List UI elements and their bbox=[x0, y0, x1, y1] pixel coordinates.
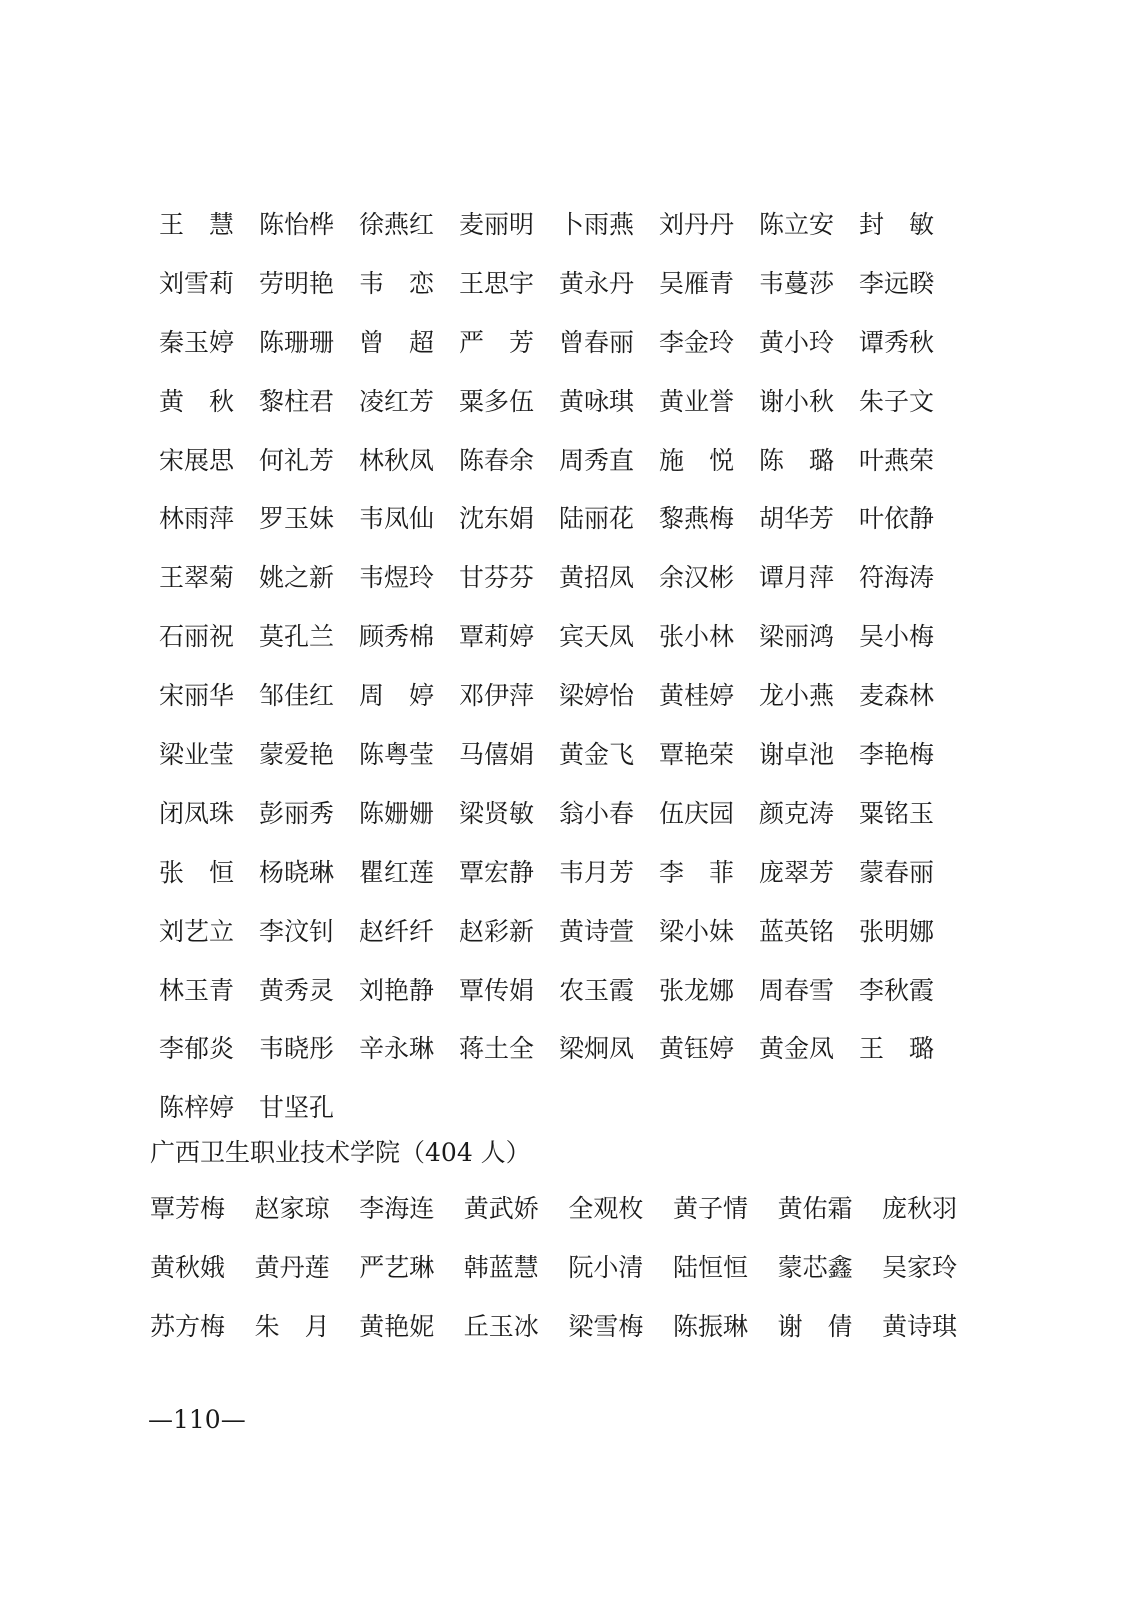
name-row bbox=[159, 317, 959, 376]
person-name: 梁婷怡 bbox=[559, 681, 635, 711]
person-name: 周秀直 bbox=[559, 445, 635, 475]
person-name: 徐燕红 bbox=[359, 210, 435, 239]
person-name: 黄桂婷 bbox=[659, 681, 735, 711]
person-name: 黄金凤 bbox=[759, 1034, 835, 1064]
person-name: 黄丹莲 bbox=[254, 1252, 330, 1282]
person-name: 韦蔓莎 bbox=[759, 268, 835, 298]
person-name: 闭凤珠 bbox=[159, 798, 235, 828]
person-name: 黄小玲 bbox=[759, 327, 835, 357]
person-name: 黄子情 bbox=[672, 1194, 748, 1223]
person-name: 谢卓池 bbox=[759, 740, 835, 770]
person-name: 蒋土全 bbox=[459, 1034, 535, 1064]
person-name: 吴小梅 bbox=[859, 622, 935, 652]
person-name: 符海涛 bbox=[859, 563, 935, 593]
person-name: 梁贤敏 bbox=[459, 798, 535, 828]
person-name: 覃传娟 bbox=[459, 975, 535, 1005]
person-name: 吴家玲 bbox=[882, 1252, 958, 1282]
person-name: 辛永琳 bbox=[359, 1034, 435, 1064]
person-name: 邹佳红 bbox=[259, 681, 335, 711]
person-name: 谢小秋 bbox=[759, 386, 835, 416]
person-name: 李郁炎 bbox=[159, 1034, 235, 1064]
name-row bbox=[159, 435, 959, 494]
person-name: 陈 璐 bbox=[759, 445, 835, 475]
person-name: 麦丽明 bbox=[459, 210, 535, 239]
person-name: 黄艳妮 bbox=[359, 1311, 435, 1341]
person-name: 黄秋娥 bbox=[150, 1252, 226, 1282]
person-name: 全观枚 bbox=[568, 1194, 644, 1223]
person-name: 瞿红莲 bbox=[359, 857, 435, 887]
name-row bbox=[159, 376, 959, 435]
person-name: 伍庆园 bbox=[659, 798, 735, 828]
person-name: 赵家琼 bbox=[254, 1194, 330, 1223]
person-name: 朱子文 bbox=[859, 386, 935, 416]
person-name: 蒙春丽 bbox=[859, 857, 935, 887]
person-name: 蒙芯鑫 bbox=[777, 1252, 853, 1282]
person-name: 谭月萍 bbox=[759, 563, 835, 593]
person-name: 沈东娟 bbox=[459, 504, 535, 534]
person-name: 黄钰婷 bbox=[659, 1034, 735, 1064]
name-row bbox=[159, 729, 959, 788]
person-name: 刘艺立 bbox=[159, 916, 235, 946]
name-row bbox=[150, 1242, 970, 1301]
person-name: 谭秀秋 bbox=[859, 327, 935, 357]
name-row bbox=[159, 788, 959, 847]
person-name: 陈梓婷 bbox=[159, 1093, 235, 1123]
person-name: 刘艳静 bbox=[359, 975, 435, 1005]
person-name: 林玉青 bbox=[159, 975, 235, 1005]
person-name: 李远睽 bbox=[859, 268, 935, 298]
person-name: 翁小春 bbox=[559, 798, 635, 828]
name-row bbox=[159, 199, 959, 258]
person-name: 阮小清 bbox=[568, 1252, 644, 1282]
person-name: 黎柱君 bbox=[259, 386, 335, 416]
person-name: 曾 超 bbox=[359, 327, 435, 357]
person-name: 卜雨燕 bbox=[559, 210, 635, 239]
person-name: 李汶钊 bbox=[259, 916, 335, 946]
person-name: 粟铭玉 bbox=[859, 798, 935, 828]
person-name: 韦煜玲 bbox=[359, 563, 435, 593]
person-name: 韦月芳 bbox=[559, 857, 635, 887]
person-name: 黄秀灵 bbox=[259, 975, 335, 1005]
name-row bbox=[150, 1301, 970, 1360]
person-name: 苏方梅 bbox=[150, 1311, 226, 1341]
person-name: 黄咏琪 bbox=[559, 386, 635, 416]
person-name: 王 璐 bbox=[859, 1034, 935, 1064]
person-name: 李金玲 bbox=[659, 327, 735, 357]
person-name: 劳明艳 bbox=[259, 268, 335, 298]
person-name: 黄金飞 bbox=[559, 740, 635, 770]
person-name: 邓伊萍 bbox=[459, 681, 535, 711]
person-name: 刘丹丹 bbox=[659, 210, 735, 239]
person-name: 叶燕荣 bbox=[859, 445, 935, 475]
person-name: 梁小妹 bbox=[659, 916, 735, 946]
person-name: 韩蓝慧 bbox=[463, 1252, 539, 1282]
person-name: 陈怡桦 bbox=[259, 210, 335, 239]
person-name: 韦 恋 bbox=[359, 268, 435, 298]
person-name: 李海连 bbox=[359, 1194, 435, 1223]
person-name: 黄佑霜 bbox=[777, 1194, 853, 1223]
person-name: 姚之新 bbox=[259, 563, 335, 593]
person-name: 黄诗琪 bbox=[882, 1311, 958, 1341]
person-name: 粟多伍 bbox=[459, 386, 535, 416]
person-name: 秦玉婷 bbox=[159, 327, 235, 357]
person-name: 陈珊珊 bbox=[259, 327, 335, 357]
name-row bbox=[159, 670, 959, 729]
person-name: 李秋霞 bbox=[859, 975, 935, 1005]
person-name: 黄诗萱 bbox=[559, 916, 635, 946]
person-name: 梁丽鸿 bbox=[759, 622, 835, 652]
person-name: 庞秋羽 bbox=[882, 1194, 958, 1223]
person-name: 张小林 bbox=[659, 622, 735, 652]
person-name: 何礼芳 bbox=[259, 445, 335, 475]
person-name: 赵彩新 bbox=[459, 916, 535, 946]
person-name: 宋展思 bbox=[159, 445, 235, 475]
name-row bbox=[159, 552, 959, 611]
person-name: 宾天凤 bbox=[559, 622, 635, 652]
person-name: 黄武娇 bbox=[463, 1194, 539, 1223]
person-name: 覃莉婷 bbox=[459, 622, 535, 652]
person-name: 王思宇 bbox=[459, 268, 535, 298]
person-name: 蓝英铭 bbox=[759, 916, 835, 946]
person-name: 赵纤纤 bbox=[359, 916, 435, 946]
person-name: 叶依静 bbox=[859, 504, 935, 534]
person-name: 韦晓彤 bbox=[259, 1034, 335, 1064]
person-name: 梁业莹 bbox=[159, 740, 235, 770]
person-name: 曾春丽 bbox=[559, 327, 635, 357]
person-name: 王 慧 bbox=[159, 210, 235, 239]
person-name: 顾秀棉 bbox=[359, 622, 435, 652]
person-name: 梁雪梅 bbox=[568, 1311, 644, 1341]
person-name: 吴雁青 bbox=[659, 268, 735, 298]
person-name: 张 恒 bbox=[159, 857, 235, 887]
name-row bbox=[150, 1183, 970, 1242]
person-name: 梁炯凤 bbox=[559, 1034, 635, 1064]
person-name: 陈立安 bbox=[759, 210, 835, 239]
person-name: 朱 月 bbox=[254, 1311, 330, 1341]
person-name: 施 悦 bbox=[659, 445, 735, 475]
person-name: 蒙爱艳 bbox=[259, 740, 335, 770]
person-name: 胡华芳 bbox=[759, 504, 835, 534]
name-list-section bbox=[150, 1183, 970, 1360]
person-name: 韦凤仙 bbox=[359, 504, 435, 534]
person-name: 颜克涛 bbox=[759, 798, 835, 828]
person-name: 覃芳梅 bbox=[150, 1194, 226, 1223]
person-name: 黄 秋 bbox=[159, 386, 235, 416]
person-name: 刘雪莉 bbox=[159, 268, 235, 298]
person-name: 林雨萍 bbox=[159, 504, 235, 534]
person-name: 覃宏静 bbox=[459, 857, 535, 887]
person-name: 龙小燕 bbox=[759, 681, 835, 711]
person-name: 莫孔兰 bbox=[259, 622, 335, 652]
person-name: 甘坚孔 bbox=[259, 1093, 335, 1123]
person-name: 张龙娜 bbox=[659, 975, 735, 1005]
name-list-continued bbox=[159, 199, 959, 1141]
name-row bbox=[159, 493, 959, 552]
person-name: 杨晓琳 bbox=[259, 857, 335, 887]
person-name: 宋丽华 bbox=[159, 681, 235, 711]
name-row bbox=[159, 906, 959, 965]
person-name: 陈姗姗 bbox=[359, 798, 435, 828]
person-name: 陆丽花 bbox=[559, 504, 635, 534]
section-title: 广西卫生职业技术学院（404 人） bbox=[150, 1138, 531, 1167]
person-name: 林秋凤 bbox=[359, 445, 435, 475]
person-name: 严 芳 bbox=[459, 327, 535, 357]
person-name: 庞翠芳 bbox=[759, 857, 835, 887]
person-name: 凌红芳 bbox=[359, 386, 435, 416]
name-row bbox=[159, 1023, 959, 1082]
person-name: 黎燕梅 bbox=[659, 504, 735, 534]
person-name: 丘玉冰 bbox=[463, 1311, 539, 1341]
person-name: 周 婷 bbox=[359, 681, 435, 711]
person-name: 谢 倩 bbox=[777, 1311, 853, 1341]
person-name: 严艺琳 bbox=[359, 1252, 435, 1282]
person-name: 李艳梅 bbox=[859, 740, 935, 770]
person-name: 农玉霞 bbox=[559, 975, 635, 1005]
person-name: 陈粤莹 bbox=[359, 740, 435, 770]
person-name: 黄永丹 bbox=[559, 268, 635, 298]
person-name: 石丽祝 bbox=[159, 622, 235, 652]
person-name: 周春雪 bbox=[759, 975, 835, 1005]
person-name: 覃艳荣 bbox=[659, 740, 735, 770]
name-row bbox=[159, 965, 959, 1024]
name-row bbox=[159, 258, 959, 317]
person-name: 麦森林 bbox=[859, 681, 935, 711]
name-row bbox=[159, 847, 959, 906]
person-name: 李 菲 bbox=[659, 857, 735, 887]
person-name: 陈春余 bbox=[459, 445, 535, 475]
person-name: 马僖娟 bbox=[459, 740, 535, 770]
person-name: 陈振琳 bbox=[672, 1311, 748, 1341]
person-name: 张明娜 bbox=[859, 916, 935, 946]
person-name: 彭丽秀 bbox=[259, 798, 335, 828]
person-name: 陆恒恒 bbox=[672, 1252, 748, 1282]
person-name: 余汉彬 bbox=[659, 563, 735, 593]
name-row bbox=[159, 611, 959, 670]
person-name: 黄业誉 bbox=[659, 386, 735, 416]
person-name: 罗玉妹 bbox=[259, 504, 335, 534]
page-number: —110— bbox=[148, 1405, 246, 1434]
person-name: 封 敏 bbox=[859, 210, 935, 239]
person-name: 黄招凤 bbox=[559, 563, 635, 593]
person-name: 甘芬芬 bbox=[459, 563, 535, 593]
person-name: 王翠菊 bbox=[159, 563, 235, 593]
